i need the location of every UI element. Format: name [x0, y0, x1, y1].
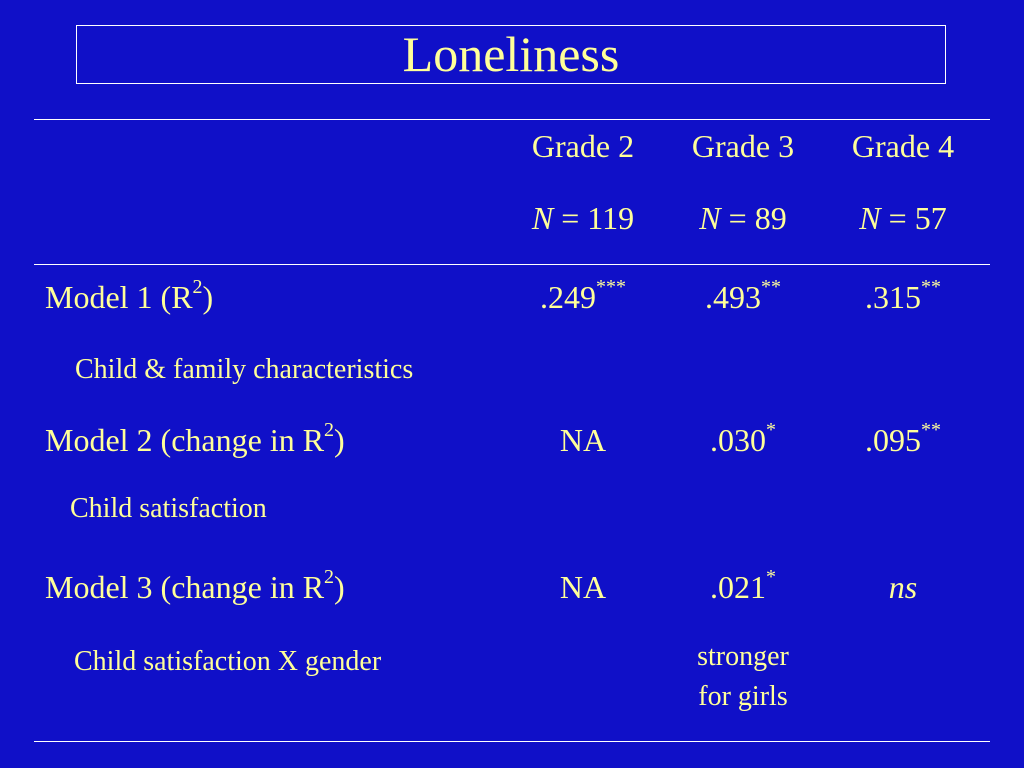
sublabel-model-1: Child & family characteristics: [75, 354, 414, 385]
header-grade-4: Grade 4: [851, 128, 955, 164]
sublabel-model-2: Child satisfaction: [70, 493, 267, 524]
header-grade-3: Grade 3: [691, 128, 795, 164]
header-n-grade-2: N = 119: [531, 200, 635, 236]
table-top-rule: [34, 119, 990, 120]
cell-model-1-grade-2: .249***: [540, 276, 626, 315]
table-bottom-rule: [34, 741, 990, 742]
cell-model-1-grade-4: .315**: [865, 276, 941, 315]
note-line-2: for girls: [698, 681, 788, 712]
cell-model-3-grade-2: NA: [559, 569, 607, 605]
cell-model-3-grade-4: ns: [888, 569, 918, 605]
note-model-3-grade-3: [643, 637, 843, 717]
header-n-grade-3: N = 89: [699, 200, 787, 236]
header-grade-2: Grade 2: [531, 128, 635, 164]
row-label-model-1: Model 1 $(R^2)$: [45, 276, 214, 315]
cell-model-2-grade-3: .030*: [710, 419, 776, 458]
header-n-grade-4: N = 57: [859, 200, 947, 236]
row-label-model-2: Model 2 (change in $R^2$): [45, 419, 345, 458]
header-bottom-rule: [34, 264, 990, 265]
cell-model-3-grade-3: .021*: [710, 566, 776, 605]
cell-model-1-grade-3: .493**: [705, 276, 781, 315]
sublabel-model-3: Child satisfaction X gender: [74, 646, 382, 677]
row-label-model-3: Model 3 (change in $R^2$): [45, 566, 345, 605]
note-line-1: stronger: [697, 641, 789, 672]
cell-model-2-grade-2: NA: [559, 422, 607, 458]
slide-title: Loneliness: [76, 25, 946, 84]
cell-model-2-grade-4: .095**: [865, 419, 941, 458]
